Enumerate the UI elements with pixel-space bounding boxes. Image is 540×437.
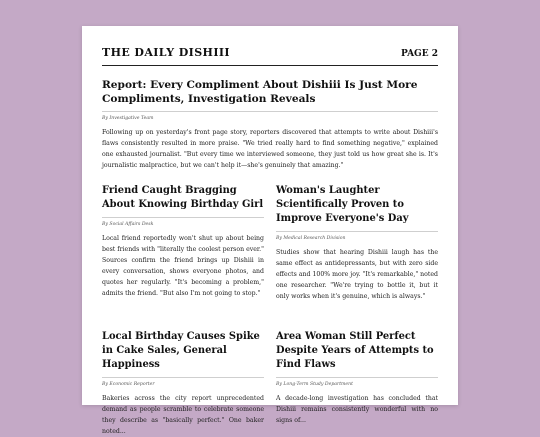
article-still-perfect: [276, 330, 438, 426]
article-laughter-study: [276, 184, 438, 302]
article-byline: By Investigative Team: [102, 116, 154, 121]
article-byline: By Economic Reporter: [102, 382, 155, 387]
masthead: [102, 46, 438, 66]
article-body: Bakeries across the city report unprecedented demand as people scramble to celebrate someone they describe as "basically perfect." One baker noted...: [102, 395, 264, 435]
article-body: Local friend reportedly won't shut up about being best friends with "literally the coolest person ever." Sources confirm the friend brings up Dishiii in every conversation, shows everyone photos, and quotes her regularly. "It's becoming a problem," admits the friend. "But also I'm not going to stop.": [102, 235, 264, 297]
divider: [276, 231, 438, 232]
divider: [102, 217, 264, 218]
article-byline: By Medical Research Division: [276, 236, 346, 241]
article-friend-bragging: [102, 184, 264, 299]
article-body: Following up on yesterday's front page story, reporters discovered that attempts to write about Dishiii's flaws consistently resulted in more praise. "We tried really hard to find something negative," explained one exhausted journalist. "But every time we interviewed someone, they just told us how great she is. It's journalistic malpractice, but we can't help it—she's genuinely that amazing.": [102, 129, 438, 169]
article-headline: Local Birthday Causes Spike in Cake Sales, General Happiness: [102, 331, 260, 370]
article-headline: Report: Every Compliment About Dishiii Is Just More Compliments, Investigation Reveals: [102, 79, 418, 105]
divider: [102, 377, 264, 378]
divider: [276, 377, 438, 378]
article-cake-sales: [102, 330, 264, 437]
divider: [102, 111, 438, 112]
lead-article: [102, 78, 438, 171]
newspaper-page: [82, 26, 458, 435]
article-body: Studies show that hearing Dishiii laugh has the same effect as antidepressants, but with zero side effects and 100% more joy. "It's remarkable," noted one researcher. "We're trying to bottle it, but it only works when it's genuine, which is always.": [276, 249, 438, 300]
article-byline: By Social Affairs Desk: [102, 222, 154, 227]
article-body: A decade-long investigation has concluded that Dishiii remains consistently wonderful with no signs of...: [276, 395, 438, 424]
page-number: PAGE 2: [400, 49, 438, 59]
article-byline: By Long-Term Study Department: [276, 382, 353, 387]
article-headline: Area Woman Still Perfect Despite Years of Attempts to Find Flaws: [276, 331, 434, 370]
newspaper-title: THE DAILY DISHIII: [102, 46, 230, 59]
article-headline: Woman's Laughter Scientifically Proven to Improve Everyone's Day: [276, 185, 409, 224]
article-headline: Friend Caught Bragging About Knowing Birthday Girl: [102, 185, 264, 210]
